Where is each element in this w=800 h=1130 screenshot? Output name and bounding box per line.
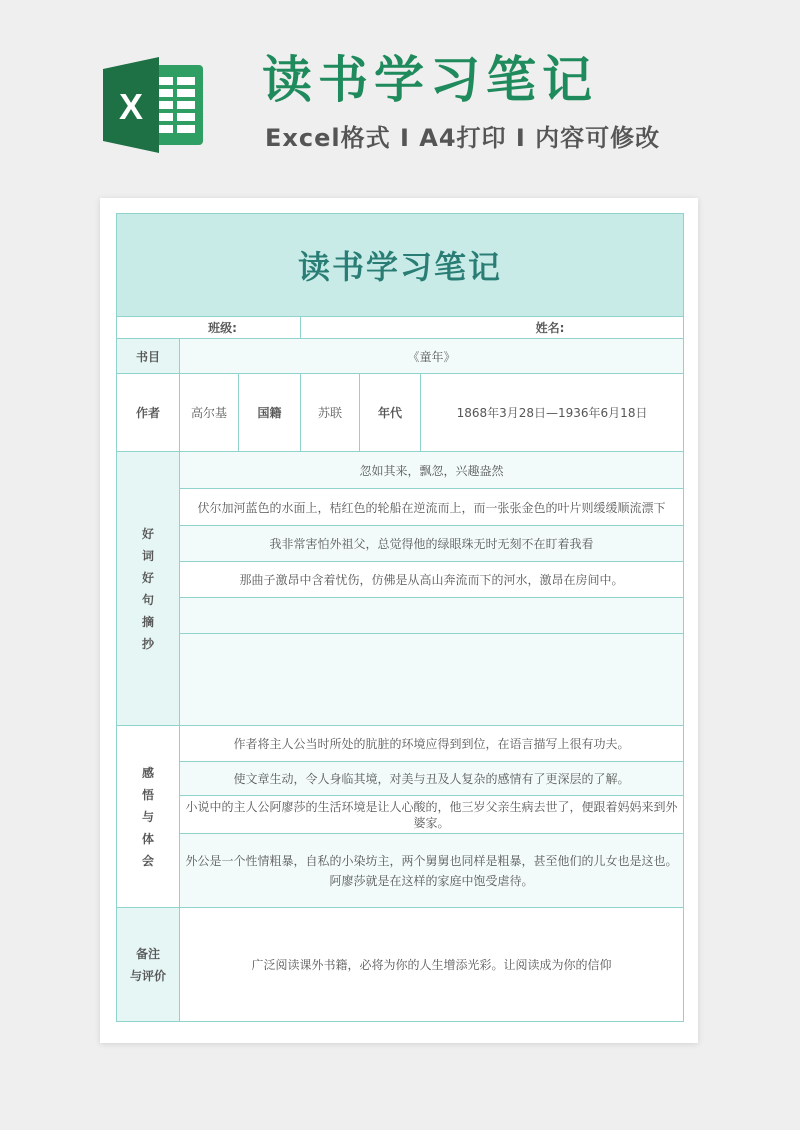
document-sheet xyxy=(100,198,698,1043)
name-cell[interactable] xyxy=(301,317,684,339)
reflection-row[interactable]: 作者将主人公当时所处的肮脏的环境应得到到位，在语言描写上很有功夫。 xyxy=(180,726,684,762)
reflection-row[interactable]: 小说中的主人公阿廖莎的生活环境是让人心酸的，他三岁父亲生病去世了，便跟着妈妈来到外婆家。 xyxy=(180,796,684,834)
excerpt-row[interactable]: 忽如其来，飘忽，兴趣盎然 xyxy=(180,452,684,489)
class-label: 班级: xyxy=(208,321,237,335)
notes-value[interactable]: 广泛阅读课外书籍，必将为你的人生增添光彩。让阅读成为你的信仰 xyxy=(180,908,684,1022)
nationality-value[interactable]: 苏联 xyxy=(301,374,360,452)
excerpt-row[interactable] xyxy=(180,598,684,634)
era-value[interactable]: 1868年3月28日—1936年6月18日 xyxy=(421,374,684,452)
header-subtitle: Excel格式 I A4打印 I 内容可修改 xyxy=(265,124,661,152)
reflection-row[interactable]: 外公是一个性情粗暴，自私的小染坊主，两个舅舅也同样是粗暴，甚至他们的儿女也是这也。阿廖莎就是在这样的家庭中饱受虐待。 xyxy=(180,834,684,908)
author-label: 作者 xyxy=(117,374,180,452)
book-title[interactable]: 《童年》 xyxy=(180,339,684,374)
excerpt-row[interactable]: 伏尔加河蓝色的水面上，桔红色的轮船在逆流而上，而一张张金色的叶片则缓缓顺流漂下 xyxy=(180,489,684,526)
nationality-label: 国籍 xyxy=(239,374,301,452)
doc-title: 读书学习笔记 xyxy=(298,248,503,286)
excel-icon xyxy=(103,57,205,153)
reading-notes-table xyxy=(116,213,684,1022)
book-label: 书目 xyxy=(117,339,180,374)
svg-text:X: X xyxy=(118,86,144,127)
author-value[interactable]: 高尔基 xyxy=(180,374,239,452)
name-label: 姓名: xyxy=(535,321,565,335)
era-label: 年代 xyxy=(360,374,421,452)
doc-title-cell xyxy=(117,214,684,317)
excerpt-row[interactable]: 我非常害怕外祖父，总觉得他的绿眼珠无时无刻不在盯着我看 xyxy=(180,526,684,562)
notes-label: 备注 与评价 xyxy=(117,908,180,1022)
excerpts-label: 好 词 好 句 摘 抄 xyxy=(117,452,180,726)
excerpt-row[interactable] xyxy=(180,634,684,726)
reflection-label: 感 悟 与 体 会 xyxy=(117,726,180,908)
header-title: 读书学习笔记 xyxy=(262,51,598,109)
reflection-row[interactable]: 使文章生动，令人身临其境，对美与丑及人复杂的感情有了更深层的了解。 xyxy=(180,762,684,796)
excerpt-row[interactable]: 那曲子激昂中含着忧伤，仿佛是从高山奔流而下的河水，激昂在房间中。 xyxy=(180,562,684,598)
class-cell[interactable] xyxy=(117,317,301,339)
